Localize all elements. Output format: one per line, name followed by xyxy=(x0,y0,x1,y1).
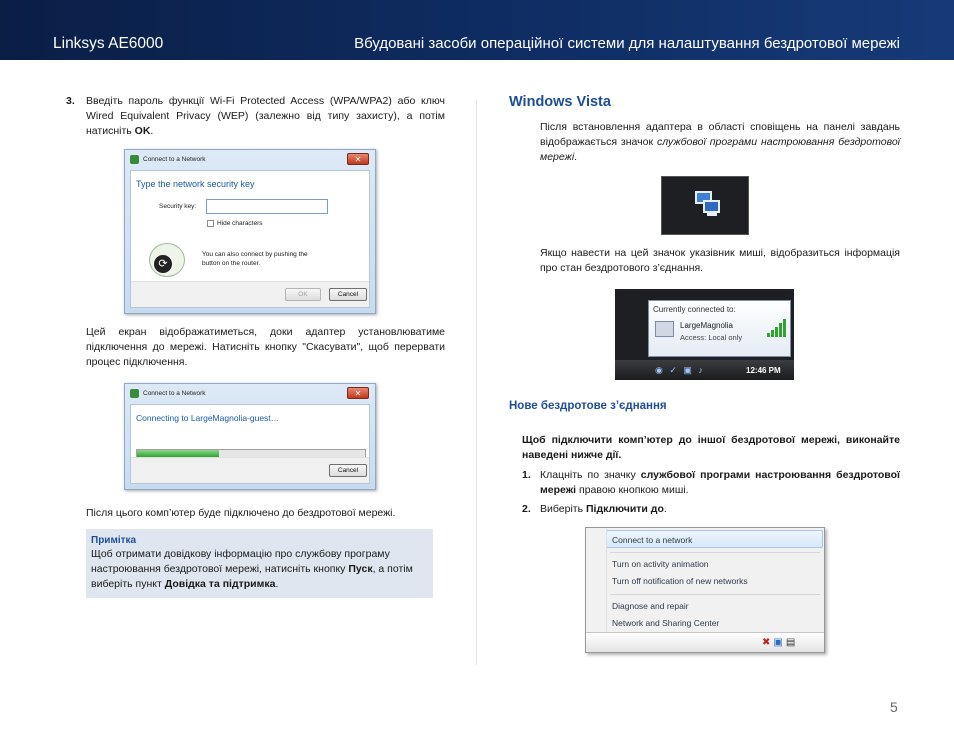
note-box xyxy=(86,529,433,598)
tooltip-access: Access: Local only xyxy=(680,333,743,342)
vista-paragraph-1: Після встановлення адаптера в області сповіщень на панелі завдань відображається значок службової програми настроювання бездротової мережі. xyxy=(540,121,901,164)
taskbar-tray xyxy=(615,360,794,380)
note-text: Щоб отримати довідкову інформацію про службову програму настроювання бездротової мережі, натисніть кнопку Пуск, а потім виберіть пункт Довідка та підтримка. xyxy=(91,548,413,591)
dialog-footer xyxy=(131,457,369,483)
close-icon[interactable]: ✕ xyxy=(347,387,369,399)
page-number: 5 xyxy=(890,699,898,715)
context-menu-screenshot xyxy=(585,527,825,653)
step2-number: 2. xyxy=(522,503,531,515)
menu-item-activity-animation[interactable]: Turn on activity animation xyxy=(612,559,709,569)
product-name: Linksys AE6000 xyxy=(53,35,164,52)
security-key-dialog xyxy=(124,149,376,314)
hide-characters-checkbox[interactable] xyxy=(207,220,214,227)
connected-paragraph: Після цього комп’ютер буде підключено до бездротової мережі. xyxy=(86,507,396,519)
dialog-title: Connect to a Network xyxy=(143,156,206,163)
tooltip-network-name: LargeMagnolia xyxy=(680,321,733,330)
hide-characters-label: Hide characters xyxy=(217,220,263,227)
security-key-label: Security key: xyxy=(159,203,197,210)
close-icon[interactable]: ✕ xyxy=(347,153,369,165)
network-icon xyxy=(130,155,139,164)
cancel-button[interactable]: Cancel xyxy=(329,288,367,301)
security-key-input[interactable] xyxy=(206,199,328,214)
vista-paragraph-2: Якщо навести на цей значок указівник миші, відобразиться інформація про стан бездротового з’єднання. xyxy=(540,247,900,275)
tooltip-title: Currently connected to: xyxy=(653,305,736,314)
dialog-footer xyxy=(131,281,369,307)
push-text-line1: You can also connect by pushing the xyxy=(202,251,308,258)
network-icon xyxy=(130,389,139,398)
dialog-body xyxy=(130,170,370,308)
page-header xyxy=(0,0,954,60)
step3-number: 3. xyxy=(66,95,75,107)
ok-button[interactable]: OK xyxy=(285,288,321,301)
dialog-heading: Type the network security key xyxy=(136,179,255,189)
dialog-titlebar xyxy=(125,150,375,170)
column-divider xyxy=(476,100,477,665)
wireless-utility-icon xyxy=(695,191,721,219)
progress-fill xyxy=(137,450,219,457)
push-text-line2: button on the router. xyxy=(202,260,261,267)
menu-item-diagnose[interactable]: Diagnose and repair xyxy=(612,601,689,611)
tray-icons: ✖▣▤ xyxy=(762,637,799,648)
router-button-icon: ⟳ xyxy=(149,243,185,277)
menu-separator xyxy=(610,594,820,595)
connection-tooltip-screenshot xyxy=(615,289,794,380)
section-heading: Windows Vista xyxy=(509,94,611,110)
section-title: Вбудовані засоби операційної системи для налаштування бездротової мережі xyxy=(354,35,900,52)
tray-clock: 12:46 PM xyxy=(746,366,781,375)
step1-text: Клацніть по значку службової програми настроювання бездротової мережі правою кнопкою миші. xyxy=(540,469,900,497)
connecting-heading: Connecting to LargeMagnolia-guest… xyxy=(136,413,280,423)
menu-gutter xyxy=(606,528,607,634)
cancel-button[interactable]: Cancel xyxy=(329,464,367,477)
connecting-paragraph: Цей екран відображатиметься, доки адаптер установлюватиме підключення до мережі. Натисніть кнопку "Скасувати", щоб перервати процес підключення. xyxy=(86,326,445,369)
dialog-body xyxy=(130,404,370,484)
connecting-dialog xyxy=(124,383,376,490)
note-title: Примітка xyxy=(91,535,137,546)
steps-intro: Щоб підключити комп’ютер до іншої бездротової мережі, виконайте наведені нижче дії. xyxy=(522,434,900,462)
step3-text: Введіть пароль функції Wi-Fi Protected Access (WPA/WPA2) або ключ Wired Equivalent Privacy (WEP) (залежно від типу захисту), а потім натисніть OK. xyxy=(86,95,445,138)
menu-item-notifications[interactable]: Turn off notification of new networks xyxy=(612,576,748,586)
tray-icon-screenshot xyxy=(661,176,749,235)
tooltip-box xyxy=(648,300,791,357)
menu-item-sharing-center[interactable]: Network and Sharing Center xyxy=(612,618,720,628)
dialog-titlebar xyxy=(125,384,375,404)
signal-strength-icon xyxy=(767,319,787,337)
tray-icons: ◉ ✓ ▣ ♪ xyxy=(655,365,705,375)
step2-text: Виберіть Підключити до. xyxy=(540,503,667,515)
subsection-heading: Нове бездротове з’єднання xyxy=(509,400,667,412)
dialog-title: Connect to a Network xyxy=(143,390,206,397)
menu-item-connect[interactable]: Connect to a network xyxy=(612,535,693,545)
computer-icon xyxy=(655,321,674,337)
step1-number: 1. xyxy=(522,469,531,481)
menu-separator xyxy=(610,552,820,553)
taskbar-strip xyxy=(586,632,824,652)
